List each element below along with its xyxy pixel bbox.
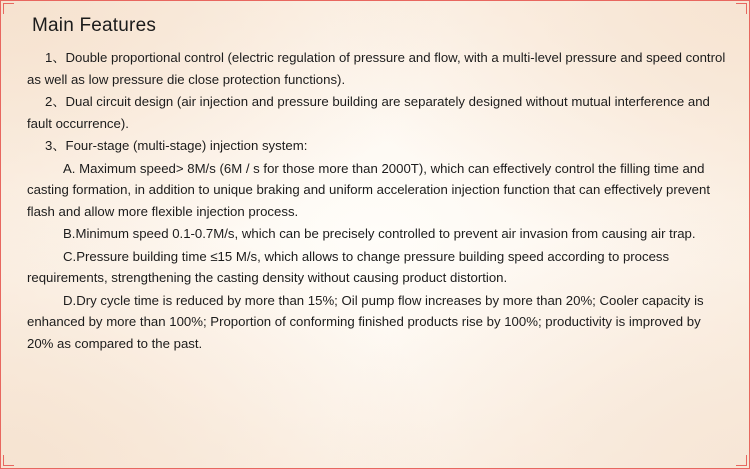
- page-title: Main Features: [32, 15, 157, 36]
- feature-paragraph: B.Minimum speed 0.1-0.7M/s, which can be precisely controlled to prevent air invasion from causing air trap.: [63, 226, 696, 241]
- feature-paragraph: D.Dry cycle time is reduced by more than 15%; Oil pump flow increases by more than 20%; Cooler capacity is enhanced by more than 100%; Proportion of conforming finished products rise by 100%; productivity is improved by 20% as compared to the past.: [27, 292, 704, 351]
- feature-paragraph: 1、Double proportional control (electric regulation of pressure and flow, with a multi-level pressure and speed control as well as low pressure die close protection functions).: [27, 50, 726, 87]
- feature-paragraph: 2、Dual circuit design (air injection and pressure building are separately designed without mutual interference and fault occurrence).: [27, 94, 710, 131]
- corner-mark-bottom-right: [736, 455, 747, 466]
- corner-mark-bottom-left: [3, 455, 14, 466]
- feature-paragraph: 3、Four-stage (multi-stage) injection system:: [45, 138, 308, 153]
- document-body: [1, 1, 749, 354]
- feature-paragraph: A. Maximum speed> 8M/s (6M / s for those more than 2000T), which can effectively control the filling time and casting formation, in addition to unique braking and uniform acceleration injection function that can effectively prevent flash and allow more flexible injection process.: [27, 160, 710, 219]
- feature-paragraph: C.Pressure building time ≤15 M/s, which allows to change pressure building speed according to process requirements, strengthening the casting density without causing product distortion.: [27, 248, 670, 285]
